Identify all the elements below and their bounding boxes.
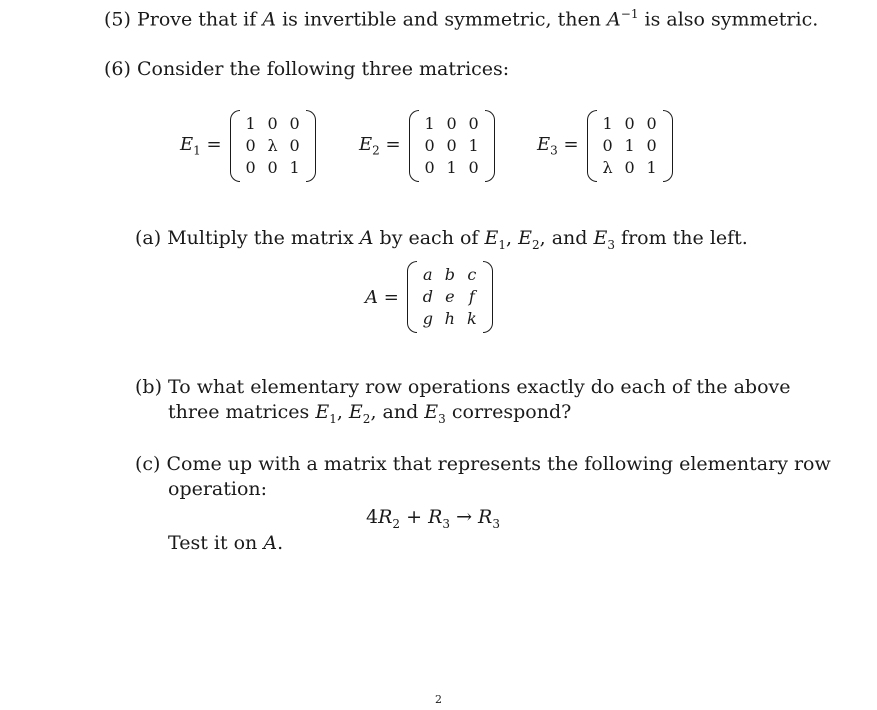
left-paren: [230, 110, 240, 182]
matrix-a: [365, 261, 493, 333]
part-c-line2: operation:: [168, 478, 268, 500]
question-6: [104, 60, 509, 79]
q5-sup: −1: [620, 7, 639, 21]
question-6-label: (6): [104, 58, 131, 80]
a-lhs: A =: [365, 286, 399, 308]
matrix-e1: [180, 110, 316, 182]
question-5-label: (5): [104, 8, 131, 31]
left-paren: [587, 110, 597, 182]
right-paren: [306, 110, 316, 182]
q5-text-post: is also symmetric.: [644, 8, 819, 31]
e3-lhs: $E_3$ =: [537, 134, 579, 158]
right-paren: [485, 110, 495, 182]
q5-var-a: A: [262, 8, 277, 31]
q5-text-pre: Prove that if: [136, 8, 257, 31]
part-c-line1: (c) Come up with a matrix that represents the following elementary row: [135, 453, 831, 475]
part-b-line1: (b) To what elementary row operations exactly do each of the above: [135, 376, 791, 398]
row-operation: $4R_2 + R_3 \to R_3$: [366, 506, 500, 531]
left-paren: [407, 261, 417, 333]
q5-text-mid: is invertible and symmetric, then: [282, 8, 601, 31]
q5-var-a-inv: A: [607, 8, 621, 31]
right-paren: [483, 261, 493, 333]
question-6-text: Consider the following three matrices:: [136, 58, 510, 80]
part-a: (a) Multiply the matrix A by each of $E_1$, $E_2$, and $E_3$ from the left.: [135, 227, 748, 252]
left-paren: [409, 110, 419, 182]
matrix-e3: [537, 110, 673, 182]
test-it-line: Test it on A.: [168, 532, 284, 554]
matrix-e2: [359, 110, 495, 182]
e2-lhs: $E_2$ =: [359, 134, 401, 158]
a-grid: a b c d e f g h k: [422, 265, 477, 328]
right-paren: [663, 110, 673, 182]
e1-lhs: $E_1$ =: [180, 134, 222, 158]
part-b-line2: three matrices $E_1$, $E_2$, and $E_3$ correspond?: [168, 401, 572, 426]
page-number: 2: [435, 693, 442, 706]
e3-grid: 1 0 0 0 1 0 λ 0 1: [602, 114, 657, 177]
question-5: [104, 8, 818, 29]
e2-grid: 1 0 0 0 0 1 0 1 0: [424, 114, 479, 177]
e1-grid: 1 0 0 0 λ 0 0 0 1: [245, 114, 300, 177]
